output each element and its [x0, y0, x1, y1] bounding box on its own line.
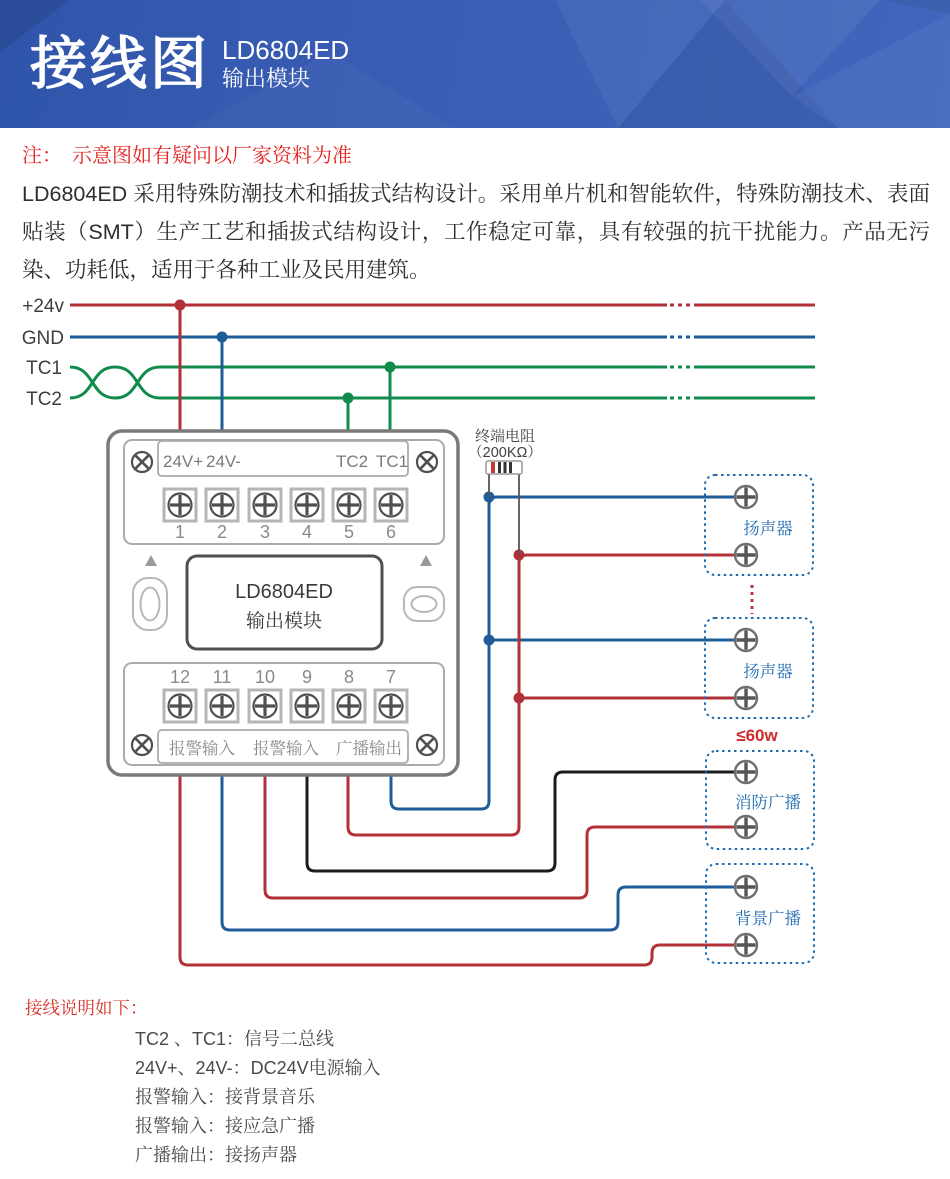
wiring-note-item: 24V+、24V-：DC24V电源输入 — [135, 1058, 381, 1078]
product-description: LD6804ED 采用特殊防潮技术和插拔式结构设计。采用单片机和智能软件，特殊防潮技术、表面贴装（SMT）生产工艺和插拔式结构设计，工作稳定可靠，具有较强的抗干扰能力。产品无污染、功耗低，适用于各种工业及民用建筑。 — [22, 182, 930, 282]
output-module — [108, 431, 458, 775]
terminal-number: 5 — [343, 522, 355, 542]
background-broadcast-label: 背景广播 — [735, 910, 801, 928]
junction-dot — [217, 332, 228, 343]
device-terminal-icon — [735, 761, 757, 783]
resistor-band — [509, 462, 512, 473]
device-terminal-icon — [735, 486, 757, 508]
speaker-box-2 — [705, 618, 813, 718]
terminal-screw-icon — [249, 690, 281, 722]
junction-dot — [514, 693, 525, 704]
mounting-screw-icon — [132, 735, 152, 755]
module-type-label: 输出模块 — [245, 611, 323, 632]
header-banner — [0, 0, 950, 128]
device-terminal-icon — [735, 629, 757, 651]
speaker-label: 扬声器 — [743, 520, 793, 538]
speaker-box-1 — [705, 475, 813, 575]
bus-label-gnd: GND — [21, 328, 64, 349]
terminal-number: 1 — [174, 522, 186, 542]
terminal-screw-icon — [291, 690, 323, 722]
resistor-band — [504, 462, 507, 473]
terminal-number: 4 — [301, 522, 313, 542]
terminal-number: 11 — [212, 667, 232, 687]
terminal-screw-icon — [375, 690, 407, 722]
fire-broadcast-box — [706, 751, 814, 849]
bus-wire-tc2 — [70, 367, 667, 398]
led-slot-horizontal — [404, 587, 444, 621]
module-name: LD6804ED — [235, 581, 333, 603]
terminal-label-24v-plus: 24V+ — [163, 452, 204, 471]
bottom-label-alarm-1: 报警输入 — [169, 740, 235, 758]
device-terminal-icon — [735, 544, 757, 566]
wiring-note-item: 报警输入：接背景音乐 — [135, 1087, 315, 1107]
wiring-note-item: 广播输出：接扬声器 — [135, 1145, 297, 1165]
device-terminal-icon — [735, 934, 757, 956]
mounting-screw-icon — [132, 452, 152, 472]
mounting-screw-icon — [417, 735, 437, 755]
junction-dot — [343, 393, 354, 404]
terminal-number: 2 — [216, 522, 228, 542]
terminal-screw-icon — [249, 489, 281, 521]
terminal-screw-icon — [164, 489, 196, 521]
terminal-screw-icon — [206, 690, 238, 722]
terminal-number: 6 — [385, 522, 397, 542]
bus-label-tc1: TC1 — [26, 358, 62, 379]
bus-label-tc2: TC2 — [26, 389, 62, 410]
header-subtitle — [222, 35, 349, 93]
resistor-band — [498, 462, 501, 473]
bottom-label-broadcast-out: 广播输出 — [336, 740, 402, 758]
wiring-note-item: 报警输入：接应急广播 — [135, 1116, 315, 1136]
junction-dot — [385, 362, 396, 373]
terminal-screw-icon — [333, 690, 365, 722]
resistor-band-red — [491, 462, 495, 473]
device-terminal-icon — [735, 876, 757, 898]
terminal-label-24v-minus: 24V- — [206, 452, 241, 471]
power-limit-label: ≤60w — [736, 726, 778, 745]
device-terminal-icon — [735, 816, 757, 838]
wiring-notes-list — [135, 1025, 381, 1170]
terminal-screw-icon — [164, 690, 196, 722]
terminal-screw-icon — [333, 489, 365, 521]
junction-dot — [175, 300, 186, 311]
wiring-diagram-svg — [0, 285, 950, 985]
wire-fire-black — [307, 772, 738, 871]
terminal-number: 10 — [254, 667, 276, 687]
bottom-label-alarm-2: 报警输入 — [253, 740, 319, 758]
resistor-value: （200KΩ） — [468, 445, 542, 461]
terminal-number: 7 — [385, 667, 397, 687]
terminal-number: 8 — [343, 667, 355, 687]
terminal-number: 3 — [259, 522, 271, 542]
terminal-number: 9 — [301, 667, 313, 687]
bus-wire-tc1 — [70, 367, 667, 398]
fire-broadcast-label: 消防广播 — [735, 794, 801, 812]
manufacturer-note: 注： 示意图如有疑问以厂家资料为准 — [22, 145, 352, 167]
terminal-screw-icon — [375, 489, 407, 521]
resistor-label: 终端电阻 — [474, 428, 536, 445]
mounting-screw-icon — [417, 452, 437, 472]
bus-lines — [22, 296, 815, 410]
drop-wires — [175, 300, 396, 432]
led-slot-vertical — [133, 578, 167, 630]
speaker-label: 扬声器 — [743, 663, 793, 681]
wiring-note-item: TC2 、TC1：信号二总线 — [135, 1029, 335, 1049]
wiring-diagram — [0, 285, 950, 985]
model-name: LD6804ED — [222, 35, 350, 65]
terminal-label-tc1: TC1 — [376, 452, 409, 471]
wire-background-blue — [222, 775, 738, 930]
terminal-resistor — [468, 427, 542, 555]
module-type: 输出模块 — [222, 66, 311, 91]
terminal-screw-icon — [291, 489, 323, 521]
terminal-label-tc2: TC2 — [336, 452, 369, 471]
resistor-legs — [489, 474, 519, 555]
junction-dot — [484, 635, 495, 646]
terminal-screw-icon — [206, 489, 238, 521]
page-title: 接线图 — [30, 31, 210, 96]
terminal-number: 12 — [169, 667, 191, 687]
background-broadcast-box — [706, 864, 814, 963]
device-terminal-icon — [735, 687, 757, 709]
wiring-notes-heading: 接线说明如下： — [25, 998, 148, 1018]
bus-label-24v: +24v — [22, 296, 64, 317]
